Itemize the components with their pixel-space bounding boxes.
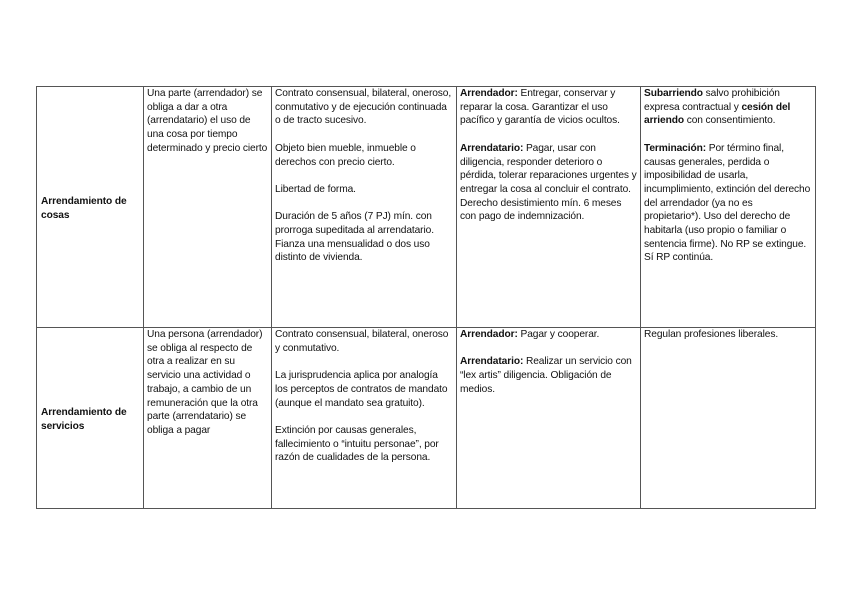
other-paragraph <box>644 142 812 265</box>
characteristics-cell <box>272 328 457 509</box>
characteristic-text: Extinción por causas generales, fallecimiento o “intuitu personae”, por razón de cualidades de la persona. <box>275 424 439 464</box>
contracts-table <box>36 86 816 509</box>
obligation-paragraph <box>460 87 637 128</box>
obligation-label: Arrendatario: <box>460 142 524 154</box>
other-cell <box>641 87 816 328</box>
characteristic-text: Contrato consensual, bilateral, oneroso, conmutativo y de ejecución continuada o de tracto sucesivo. <box>275 88 452 127</box>
other-text: Por término final, causas generales, perdida o imposibilidad de usarla, incumplimiento, extinción del derecho del arrendador (ya no es propietario*). Uso del derecho de habitarla (uso propio o familiar o sentencia firme). No RP se extingue. Sí RP continúa. <box>644 142 811 264</box>
characteristic-text: Libertad de forma. <box>275 183 356 195</box>
other-paragraph <box>644 87 812 128</box>
other-label: Subarriendo <box>644 88 703 99</box>
characteristics-cell <box>272 87 457 328</box>
obligations-cell <box>457 87 641 328</box>
row-header-label: Arrendamiento de cosas <box>41 196 127 221</box>
other-cell <box>641 328 816 509</box>
other-label: Terminación: <box>644 142 707 154</box>
obligation-text: Realizar un servicio con “lex artis” diligencia. Obligación de medios. <box>460 356 632 395</box>
characteristic-text: La jurisprudencia aplica por analogía los perceptos de contratos de mandato (aunque el mandato sea gratuito). <box>275 370 448 409</box>
other-text: con consentimiento. <box>683 115 776 127</box>
definition-text: Una persona (arrendador) se obliga al respecto de otra a realizar en su servicio una actividad o trabajo, a cambio de un remuneración que la otra parte (arrendatario) se obliga a pagar <box>147 329 263 436</box>
row-header <box>37 328 144 509</box>
obligation-text: Pagar y cooperar. <box>517 329 600 340</box>
obligation-paragraph <box>460 142 637 224</box>
row-header <box>37 87 144 328</box>
definition-text: Una parte (arrendador) se obliga a dar a otra (arrendatario) el uso de una cosa por tiempo determinado y precio cierto <box>147 88 268 154</box>
table-row <box>37 87 816 328</box>
characteristic-text: Duración de 5 años (7 PJ) mín. con prorroga supeditada al arrendatario. Fianza una mensualidad o dos uso distinto de vivienda. <box>275 211 434 264</box>
row-header-label: Arrendamiento de servicios <box>41 407 127 432</box>
obligation-paragraph <box>460 355 637 396</box>
characteristic-text: Contrato consensual, bilateral, oneroso y conmutativo. <box>275 329 449 354</box>
obligation-label: Arrendador: <box>460 88 518 99</box>
other-label: cesión del arriendo <box>644 101 791 127</box>
other-text: salvo prohibición expresa contractual y <box>644 88 780 113</box>
obligation-label: Arrendatario: <box>460 356 524 368</box>
obligation-label: Arrendador: <box>460 329 518 340</box>
characteristic-text: Objeto bien mueble, inmueble o derechos con precio cierto. <box>275 142 416 168</box>
obligation-text: Pagar, usar con diligencia, responder deterioro o pérdida, tolerar reparaciones urgentes y entregar la cosa al concluir el contrato. Derecho desistimiento mín. 6 meses con pago de indemnización. <box>460 142 637 223</box>
definition-cell <box>144 328 272 509</box>
table-row <box>37 328 816 509</box>
obligation-text: Entregar, conservar y reparar la cosa. Garantizar el uso pacífico y garantía de vicios ocultos. <box>460 88 620 127</box>
obligation-paragraph <box>460 328 637 342</box>
other-text: Regulan profesiones liberales. <box>644 329 779 340</box>
definition-cell <box>144 87 272 328</box>
obligations-cell <box>457 328 641 509</box>
